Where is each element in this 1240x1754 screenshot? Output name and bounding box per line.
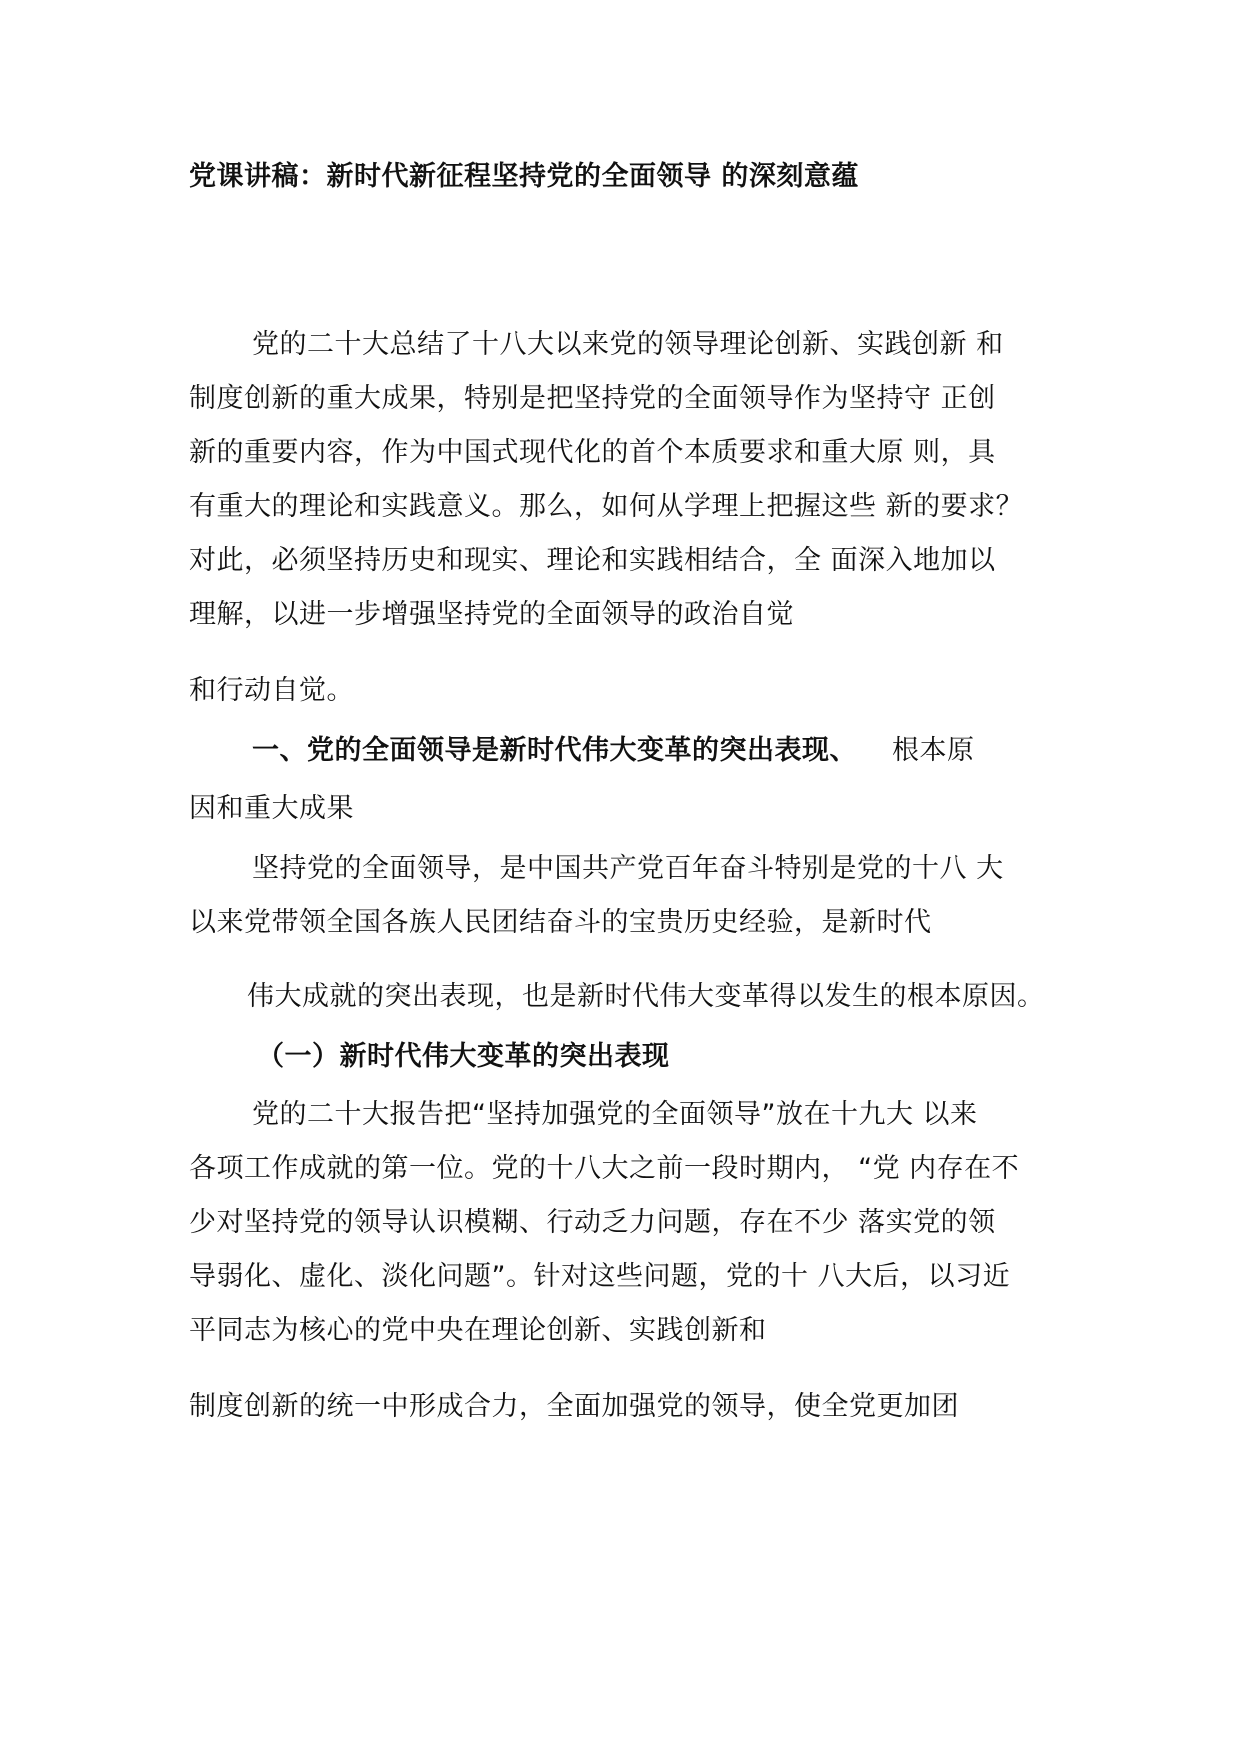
paragraph-line: 制度创新的重大成果，特别是把坚持党的全面领导作为坚持守 正创 [189,383,996,414]
paragraph-line: 党的二十大总结了十八大以来党的领导理论创新、实践创新 和 [252,329,1004,360]
paragraph-line: 各项工作成就的第一位。党的十八大之前一段时期内， “党 内存在不 [189,1153,1020,1184]
paragraph-line: 新的重要内容，作为中国式现代化的首个本质要求和重大原 则，具 [189,437,996,468]
paragraph-line: 对此，必须坚持历史和现实、理论和实践相结合，全 面深入地加以 [189,545,996,576]
section-heading-line2: 因和重大成果 [189,793,354,824]
paragraph-line: 伟大成就的突出表现，也是新时代伟大变革得以发生的根本原因。 [247,981,1045,1012]
paragraph-line: 和行动自觉。 [189,675,354,706]
paragraph-line: 以来党带领全国各族人民团结奋斗的宝贵历史经验，是新时代 [189,907,932,938]
section-heading-tail: 根本原 [892,735,975,766]
document-title: 党课讲稿：新时代新征程坚持党的全面领导 的深刻意蕴 [189,161,859,192]
paragraph-line: 理解，以进一步增强坚持党的全面领导的政治自觉 [189,599,794,630]
paragraph-line: 坚持党的全面领导，是中国共产党百年奋斗特别是党的十八 大 [252,853,1004,884]
paragraph-line: 平同志为核心的党中央在理论创新、实践创新和 [189,1315,767,1346]
paragraph-line: 有重大的理论和实践意义。那么，如何从学理上把握这些 新的要求？ [189,491,1024,522]
paragraph-line: 少对坚持党的领导认识模糊、行动乏力问题，存在不少 落实党的领 [189,1207,996,1238]
paragraph-line: 党的二十大报告把“坚持加强党的全面领导”放在十九大 以来 [252,1099,978,1130]
paragraph-line: 导弱化、虚化、淡化问题”。针对这些问题，党的十 八大后，以习近 [189,1261,1011,1292]
subsection-heading: （一）新时代伟大变革的突出表现 [257,1041,670,1072]
paragraph-line: 制度创新的统一中形成合力，全面加强党的领导，使全党更加团 [189,1391,959,1422]
section-heading: 一、党的全面领导是新时代伟大变革的突出表现、 [252,735,857,766]
